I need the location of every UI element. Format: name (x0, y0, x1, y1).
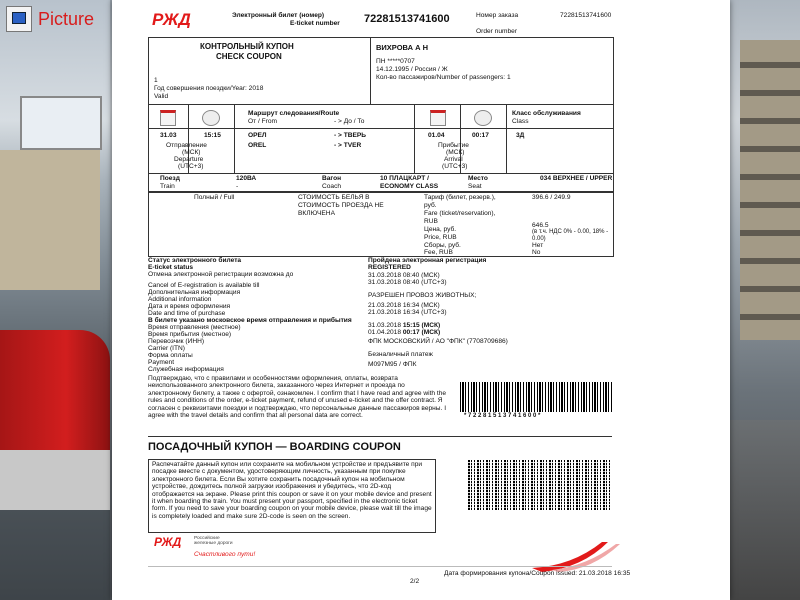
tariff-label-4: RUB (424, 218, 438, 225)
status-label-en: E-ticket status (148, 264, 194, 271)
coach-number: 10 ПЛАЦКАРТ / (380, 175, 429, 182)
animals-allowed: РАЗРЕШЕН ПРОВОЗ ЖИВОТНЫХ; (368, 292, 477, 299)
background-right-panel (730, 0, 800, 600)
billboard (20, 96, 102, 150)
cancel-label-ru: Отмена электронной регистрации возможна до (148, 271, 294, 278)
fee-label-2: Fee, RUB (424, 249, 453, 256)
slogan: Счастливого пути! (194, 551, 256, 558)
rzd-footer-logo-icon (154, 534, 188, 548)
carrier-label-en: Carrier (ITN) (148, 345, 185, 352)
travel-year: Год совершения поездки/Year: 2018 (154, 85, 264, 92)
seat-number: 034 ВЕРХНЕЕ / UPPER (540, 175, 613, 182)
svg-text:РЖД: РЖД (154, 535, 182, 548)
local-departure-time: 15:15 (МСК) (402, 322, 441, 329)
departure-time: 15:15 (204, 132, 221, 139)
route-from-label: От / From (248, 118, 278, 125)
additional-info-en: Additional information (148, 296, 212, 303)
route-to-label: - > До / To (334, 118, 365, 125)
divider (414, 104, 415, 173)
status-label-ru: Статус электронного билета (148, 257, 242, 264)
local-arrival-date: 01.04.2018 (368, 329, 403, 336)
cancel-until-msk: 31.03.2018 08:40 (МСК) (368, 272, 440, 279)
arrival-time: 00:17 (472, 132, 489, 139)
divider (370, 37, 371, 104)
passenger-name: ВИХРОВА А Н (376, 43, 429, 52)
departure-label-3: Departure (174, 156, 204, 163)
carrier-value: ФПК МОСКОВСКИЙ / АО "ФПК" (7708709686) (368, 338, 508, 345)
arrival-label-3: Arrival (444, 156, 463, 163)
coupon-issued: Дата формирования купона/Coupon issued: 21.03.2018 16:35 (444, 570, 631, 577)
class-value: 3Д (516, 132, 525, 139)
eticket-label-en: E-ticket number (290, 20, 340, 27)
passport-number: ПН *****0707 (376, 58, 415, 65)
train-dash: - (236, 183, 239, 190)
valid-label: Valid (154, 93, 169, 100)
year-number: 1 (154, 77, 158, 84)
from-station-en: OREL (248, 142, 267, 149)
ticket-barcode (460, 382, 612, 412)
platform (0, 450, 110, 510)
picture-label: Picture (38, 8, 95, 29)
bedding-note-3: ВКЛЮЧЕНА (298, 210, 335, 217)
passenger-count: Кол-во пассажиров/Number of passengers: 1 (376, 74, 511, 81)
to-station-ru: - > ТВЕРЬ (334, 132, 367, 139)
background-left-panel (0, 0, 110, 600)
picture-icon (6, 6, 32, 32)
rzd-footer-logo (154, 534, 188, 548)
eticket-number: 72281513741600 (364, 13, 450, 25)
boarding-coupon-title: ПОСАДОЧНЫЙ КУПОН — BOARDING COUPON (148, 441, 401, 453)
class-label-ru: Класс обслуживания (512, 110, 581, 117)
passenger-details: 14.12.1995 / Россия / Ж (376, 66, 448, 73)
station-building (0, 150, 100, 290)
platform-right (730, 420, 800, 600)
departure-label-4: (UTC+3) (178, 163, 204, 170)
eticket-label-ru: Электронный билет (номер) (232, 12, 325, 19)
additional-info-ru: Дополнительная информация (148, 289, 241, 296)
local-departure-label: Время отправления (местное) (148, 324, 241, 331)
check-coupon-title-en: CHECK COUPON (216, 52, 282, 61)
vat-note-2: 0.00) (532, 236, 546, 242)
departure-label-2: (МСК) (182, 149, 201, 156)
fee-label-1: Сборы, руб. (424, 242, 461, 249)
price-value: 646.5 (532, 222, 549, 229)
local-departure-date: 31.03.2018 (368, 322, 403, 329)
train-label-en: Train (160, 183, 175, 190)
payment-label-en: Payment (148, 359, 175, 366)
departure-label-1: Отправление (166, 142, 207, 149)
coach-class: ECONOMY CLASS (380, 183, 439, 190)
arrival-label-4: (UTC+3) (442, 163, 468, 170)
seat-label-ru: Место (468, 175, 488, 182)
to-station-en: - > TVER (334, 142, 362, 149)
order-label-ru: Номер заказа (476, 12, 519, 19)
departure-date: 31.03 (160, 132, 177, 139)
moscow-time-note: В билете указано московское время отправления и прибытия (148, 317, 352, 324)
price-label-1: Цена, руб. (424, 226, 457, 233)
coach-label-ru: Вагон (322, 175, 342, 182)
divider (234, 104, 235, 173)
tariff-value: 396.6 / 249.9 (532, 194, 571, 201)
fee-value-2: No (532, 249, 541, 256)
boarding-instructions: Распечатайте данный купон или сохраните на мобильном устройстве и предъявите при посадке вместе с документом, удостоверяющим личность, указанным при покупке электронного билета. Если Вы хотите сохранить посадочный купон на мобильном устройстве, дождитесь полной загрузки изображения и убедитесь, что 2D-код отображается на экране. Please print this coupon or save it on your mobile device and present it when boarding the train. You must present your passport, specified in the electronic ticket form. If you need to save your boarding coupon on your mobile device, please wait till the image is completely loaded and make sure 2D-code is seen on the screen. (152, 461, 432, 520)
payment-label-ru: Форма оплаты (148, 352, 193, 359)
cancel-label-en: Cancel of E-registration is available till (148, 282, 260, 289)
local-arrival-value (368, 329, 440, 336)
fare-type: Полный / Full (194, 194, 235, 201)
local-arrival-time: 00:17 (МСК) (402, 329, 441, 336)
calendar-icon (160, 110, 176, 126)
barcode-number: * 7 2 2 8 1 5 1 3 7 4 1 6 0 0 * (464, 413, 541, 419)
purchase-msk: 21.03.2018 16:34 (МСК) (368, 302, 440, 309)
arrival-date: 01.04 (428, 132, 445, 139)
bedding-note-1: СТОИМОСТЬ БЕЛЬЯ В (298, 194, 370, 201)
order-number: 72281513741600 (560, 12, 612, 19)
fee-value-1: Нет (532, 242, 544, 249)
boarding-2d-code (468, 460, 612, 510)
route-title: Маршрут следования/Route (248, 110, 340, 117)
local-arrival-label: Время прибытия (местное) (148, 331, 232, 338)
order-label-en: Order number (476, 28, 518, 35)
cancel-until-utc: 31.03.2018 08:40 (UTC+3) (368, 279, 447, 286)
rzd-logo (152, 10, 212, 28)
calendar-icon (430, 110, 446, 126)
price-label-2: Price, RUB (424, 234, 457, 241)
tariff-label-2: руб. (424, 202, 437, 209)
from-station-ru: ОРЕЛ (248, 132, 267, 139)
service-info-value: М097М95 / ФПК (368, 361, 417, 368)
check-coupon-title-ru: КОНТРОЛЬНЫЙ КУПОН (200, 42, 294, 51)
clock-icon (202, 110, 220, 126)
arrival-label-1: Прибытие (438, 142, 469, 149)
station-building-right (740, 40, 800, 340)
ticket-page (112, 0, 730, 600)
tariff-label-3: Fare (ticket/reservation), (424, 210, 496, 217)
arrival-label-2: (МСК) (446, 149, 465, 156)
divider (148, 566, 612, 567)
confirmation-text: Подтверждаю, что с правилами и особенностями оформления, оплаты, возврата неиспользованного электронного билета, заказанного через Интернет и проезда по электронному билету, а также с офертой, ознакомлен. I confirm that I have read and agree with the rules and conditions of the order, e-ticket payment, refund of unused e-ticket and the offer contract. Я согласен с реквизитами поездки и подтверждаю, что персональные данные пассажиров верны. I agree with the travel details and confirm that all personal data are correct. (148, 375, 447, 420)
vat-note-1: (в т.ч. НДС 0% - 0.00, 18% - (532, 229, 609, 235)
service-info-label: Служебная информация (148, 366, 224, 373)
seat-label-en: Seat (468, 183, 482, 190)
coach-label-en: Coach (322, 183, 342, 190)
svg-text:РЖД: РЖД (152, 10, 191, 28)
rzd-footer-logo-line-1: Российские (194, 536, 220, 541)
picture-placeholder[interactable] (6, 6, 94, 32)
divider (148, 436, 612, 437)
page-number: 2/2 (410, 578, 420, 585)
divider (506, 104, 507, 173)
rzd-footer-logo-line-2: железные дороги (194, 541, 233, 546)
purchase-date-ru: Дата и время оформления (148, 303, 231, 310)
purchase-date-en: Date and time of purchase (148, 310, 226, 317)
bedding-note-2: СТОИМОСТЬ ПРОЕЗДА НЕ (298, 202, 384, 209)
clock-icon (474, 110, 492, 126)
tariff-label-1: Тариф (билет, резерв.), (424, 194, 496, 201)
train-number: 120ВА (236, 175, 257, 182)
registration-status-en: REGISTERED (368, 264, 411, 271)
purchase-utc: 21.03.2018 16:34 (UTC+3) (368, 309, 447, 316)
carrier-label-ru: Перевозчик (ИНН) (148, 338, 205, 345)
rzd-logo-icon (152, 10, 212, 28)
train-label-ru: Поезд (160, 175, 180, 182)
registration-status-ru: Пройдена электронная регистрация (368, 257, 487, 264)
class-label-en: Class (512, 118, 529, 125)
divider (148, 128, 613, 129)
payment-value: Безналичный платеж (368, 351, 433, 358)
